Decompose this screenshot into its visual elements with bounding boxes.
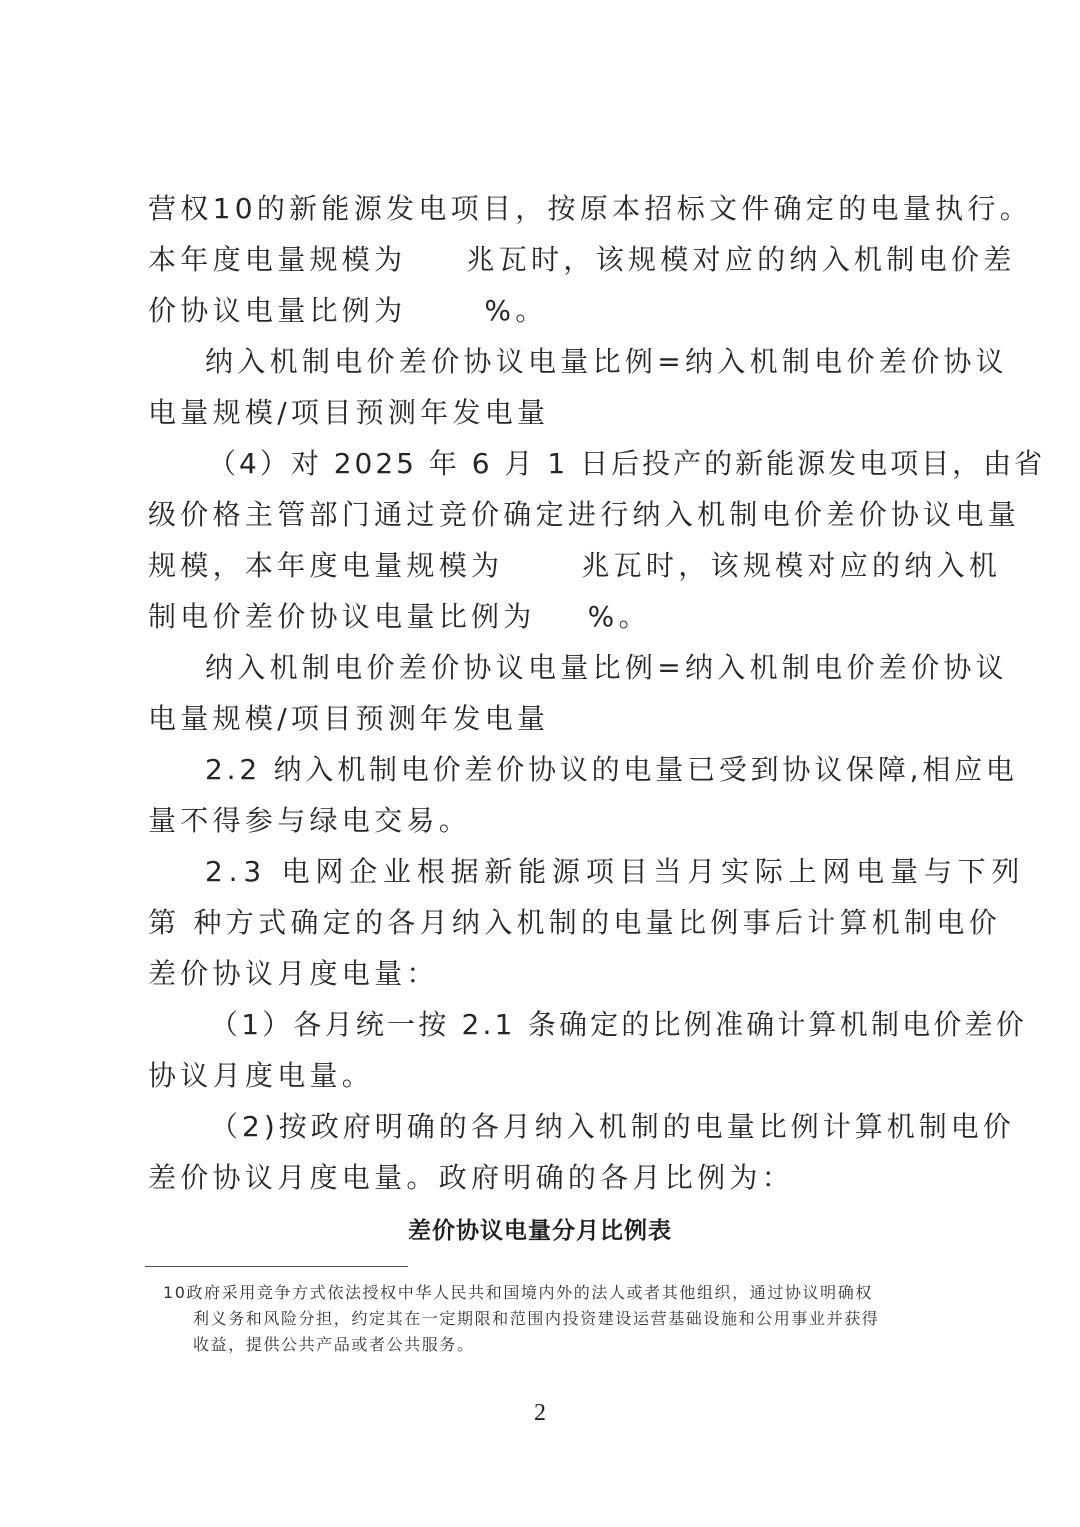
body-text-line: （4）对 2025 年 6 月 1 日后投产的新能源发电项目，由省: [208, 447, 1046, 480]
body-text-line: [148, 549, 1002, 583]
body-text-line: 差价协议月度电量：: [148, 957, 439, 990]
body-text-line: 第 种方式确定的各月纳入机制的电量比例事后计算机制电价: [148, 906, 1002, 939]
body-text-line: [148, 294, 938, 328]
body-text-line: （1）各月统一按 2.1 条确定的比例准确计算机制电价差价: [210, 1008, 1027, 1041]
body-text-line: 2.3 电网企业根据新能源项目当月实际上网电量与下列: [205, 855, 1026, 888]
footnote-divider: [145, 1266, 408, 1267]
body-text-line: 协议月度电量。: [148, 1059, 375, 1092]
text-segment: %。: [484, 294, 548, 327]
body-text-line: 纳入机制电价差价协议电量比例=纳入机制电价差价协议: [205, 651, 1008, 684]
text-segment: 价协议电量比例为: [148, 294, 407, 327]
text-segment: 本年度电量规模为: [148, 243, 407, 276]
page-number: 2: [534, 1400, 546, 1426]
body-text-line: 电量规模/项目预测年发电量: [148, 702, 550, 735]
body-text-line: （2)按政府明确的各月纳入机制的电量比例计算机制电价: [210, 1110, 1015, 1143]
footnote-line: 利义务和风险分担，约定其在一定期限和范围内投资建设运营基础设施和公用事业并获得: [193, 1309, 880, 1328]
body-text-line: [148, 600, 938, 634]
text-segment: 制电价差价协议电量比例为: [148, 600, 536, 633]
text-segment: 兆瓦时，该规模对应的纳入机: [581, 549, 1002, 582]
text-segment: 兆瓦时，该规模对应的纳入机制电价差: [466, 243, 1016, 276]
body-text-line: [148, 243, 1016, 277]
table-title: 差价协议电量分月比例表: [408, 1218, 672, 1244]
footnote-line: 10政府采用竞争方式依法授权中华人民共和国境内外的法人或者其他组织，通过协议明确权: [163, 1283, 873, 1302]
body-text-line: 量不得参与绿电交易。: [148, 804, 472, 837]
body-text-line: 电量规模/项目预测年发电量: [148, 396, 550, 429]
body-text-line: 2.2 纳入机制电价差价协议的电量已受到协议保障,相应电: [205, 753, 1018, 786]
body-text-line: 级价格主管部门通过竞价确定进行纳入机制电价差价协议电量: [148, 498, 1021, 531]
text-segment: %。: [587, 600, 651, 633]
body-text-line: 纳入机制电价差价协议电量比例=纳入机制电价差价协议: [205, 345, 1008, 378]
text-segment: 规模，本年度电量规模为: [148, 549, 504, 582]
body-text-line: 差价协议月度电量。政府明确的各月比例为：: [148, 1161, 795, 1194]
footnote-line: 收益，提供公共产品或者公共服务。: [193, 1335, 475, 1354]
body-text-line: 营权10的新能源发电项目，按原本招标文件确定的电量执行。: [148, 192, 1033, 225]
